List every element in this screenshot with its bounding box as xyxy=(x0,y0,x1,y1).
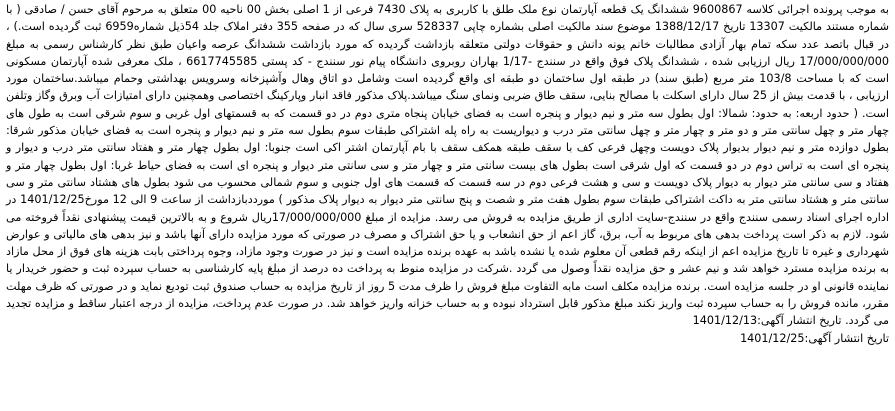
notice-body: به موجب پرونده اجرائی کلاسه 9600867 ششدانگ یک قطعه آپارتمان نوع ملک طلق با کاربری به پلاک 7430 فرعی از 1 اصلی بخش 00 ناحیه 00 متعلق به مرحوم آقای حسن / صادقی ( با شماره مستند مالکیت 13307 تاریخ 1388/12/17 موضوع سند مالکیت اصلی بشماره چاپی 528337 سری سال که در صفحه 355 دفتر املاک جلد 54ذیل شماره6959 ثبت گردیده است.) ، در قبال باتصد عدد سکه تمام بهار آزادی مطالبات خانم یونه دانش و حقوقات دولتی متعلقه بازداشت گردیده که مورد بازداشت ششدانگ عرصه واعیان طبق نظر کارشناس رسمی به مبلغ 17/000/000/000 ریال ارزیابی شده ، ششدانگ پلاک فوق واقع در سنندج -1/17 بهاران روبروی دانشگاه پیام نور سنندج - کد پستی 6617745585 ، ملک معرفی شده آپارتمان مسکونی است که با مساحت 103/8 متر مربع (طبق سند) در طبقه اول ساختمان دو طبقه ای واقع گردیده است وشامل دو اتاق وهال وآشپزخانه وسرویس بهداشتی وحمام میباشد.ساختمان مورد ارزیابی ، با قدمت بیش از 25 سال دارای اسکلت با مصالح بنایی، سقف طاق ضربی ونمای سنگ میباشد.پلاک مذکور فاقد انبار وپارکینگ اختصاصی وهمچنین دارای امتیازات آب وبرق وگاز وتلفن است. ( حدود اربعه: به حدود: شمالا: اول بطول سه متر و نیم دیوار و پنجره است به فضای خیابان پنجاه متری دوم در دو قسمت که به قسمتهای اول غربی و سوم شرقی است به طول های چهار متر و چهل سانتی متر و دو متر و چهار متر و چهل سانتی متر درب و دیواریست به راه پله اشتراکی طبقات سوم بطول سه متر و نیم دیوار و پنجره است به فضای خیابان مذکور شرقا: بطول دوازده متر و نیم دیوار بدیوار پلاک دویست وچهل فرعی کف با سقف طبقه همکف سقف با بام آپارتمان اشتر اکی است جنوبا: اول بطول چهار متر و هفتاد سانتی متر درب و دیوار و پنجره ای است به تراس دوم در دو قسمت که اول شرقی است بطول های بیست سانتی متر و چهار متر و سی سانتی متر دیوار و پنجره ای است به فضای حیاط غربا: اول بطول چهار متر و هفتاد و سی سانتی متر دیوار به دیوار پلاک دویست و سی و هشت فرعی دوم در سه قسمت که قسمت های اول جنوبی و سوم شمالی محسوب می شود بطول های هشتاد سانتی متر و سی سانتی متر و هشتاد سانتی متر به داکت اشتراکی طبقات سوم بطول هفت متر و شصت و پنج سانتی متر دیوار به دیوار پلاک مذکور ) مورددبازداشت از ساعت 9 الی 12 مورخ1401/12/25 در اداره اجرای اسناد رسمی سنندج واقع در سنندج-سایت اداری از طریق مزایده به فروش می رسد. مزایده از مبلغ 17/000/000/000ریال شروع و به بالاترین قیمت پیشنهادی نقداً فروخته می شود. لازم به ذکر است پرداخت بدهی های مربوط به آب، برق، گاز اعم از حق انشعاب و یا حق اشتراک و مصرف در صورتی که مورد مزایده دارای آنها باشد و نیز بدهی های مالیاتی و عوارض شهرداری و غیره تا تاریخ مزایده اعم از اینکه رقم قطعی آن معلوم شده یا نشده باشد به عهده برنده مزایده است و نیز در صورت وجود مازاد، وجوه پرداختی بابت هزینه های فوق از محل مازاد به برنده مزایده مسترد خواهد شد و نیم عشر و حق مزایده نقداً وصول می گردد .شرکت در مزایده منوط به پرداخت ده درصد از مبلغ پایه کارشناسی به حساب سپرده ثبت و حضور خریدار یا نماینده قانونی او در جلسه مزایده است. برنده مزایده مکلف است مابه التفاوت مبلغ فروش را ظرف مدت 5 روز از تاریخ مزایده به حساب صندوق ثبت تودیع نماید و در صورتی که ظرف مهلت مقرر، مانده فروش را به حساب سپرده ثبت واریز نکند مبلغ مذکور قابل استرداد نبوده و به حساب خزانه واریز خواهد شد. در صورت عدم پرداخت، مزایده از درجه اعتبار ساقط و مزایده تجدید می گردد. تاریخ انتشار آگهی:1401/12/13 xyxy=(6,3,890,328)
publication-date-line: تاریخ انتشار آگهی:1401/12/25 xyxy=(740,331,889,345)
